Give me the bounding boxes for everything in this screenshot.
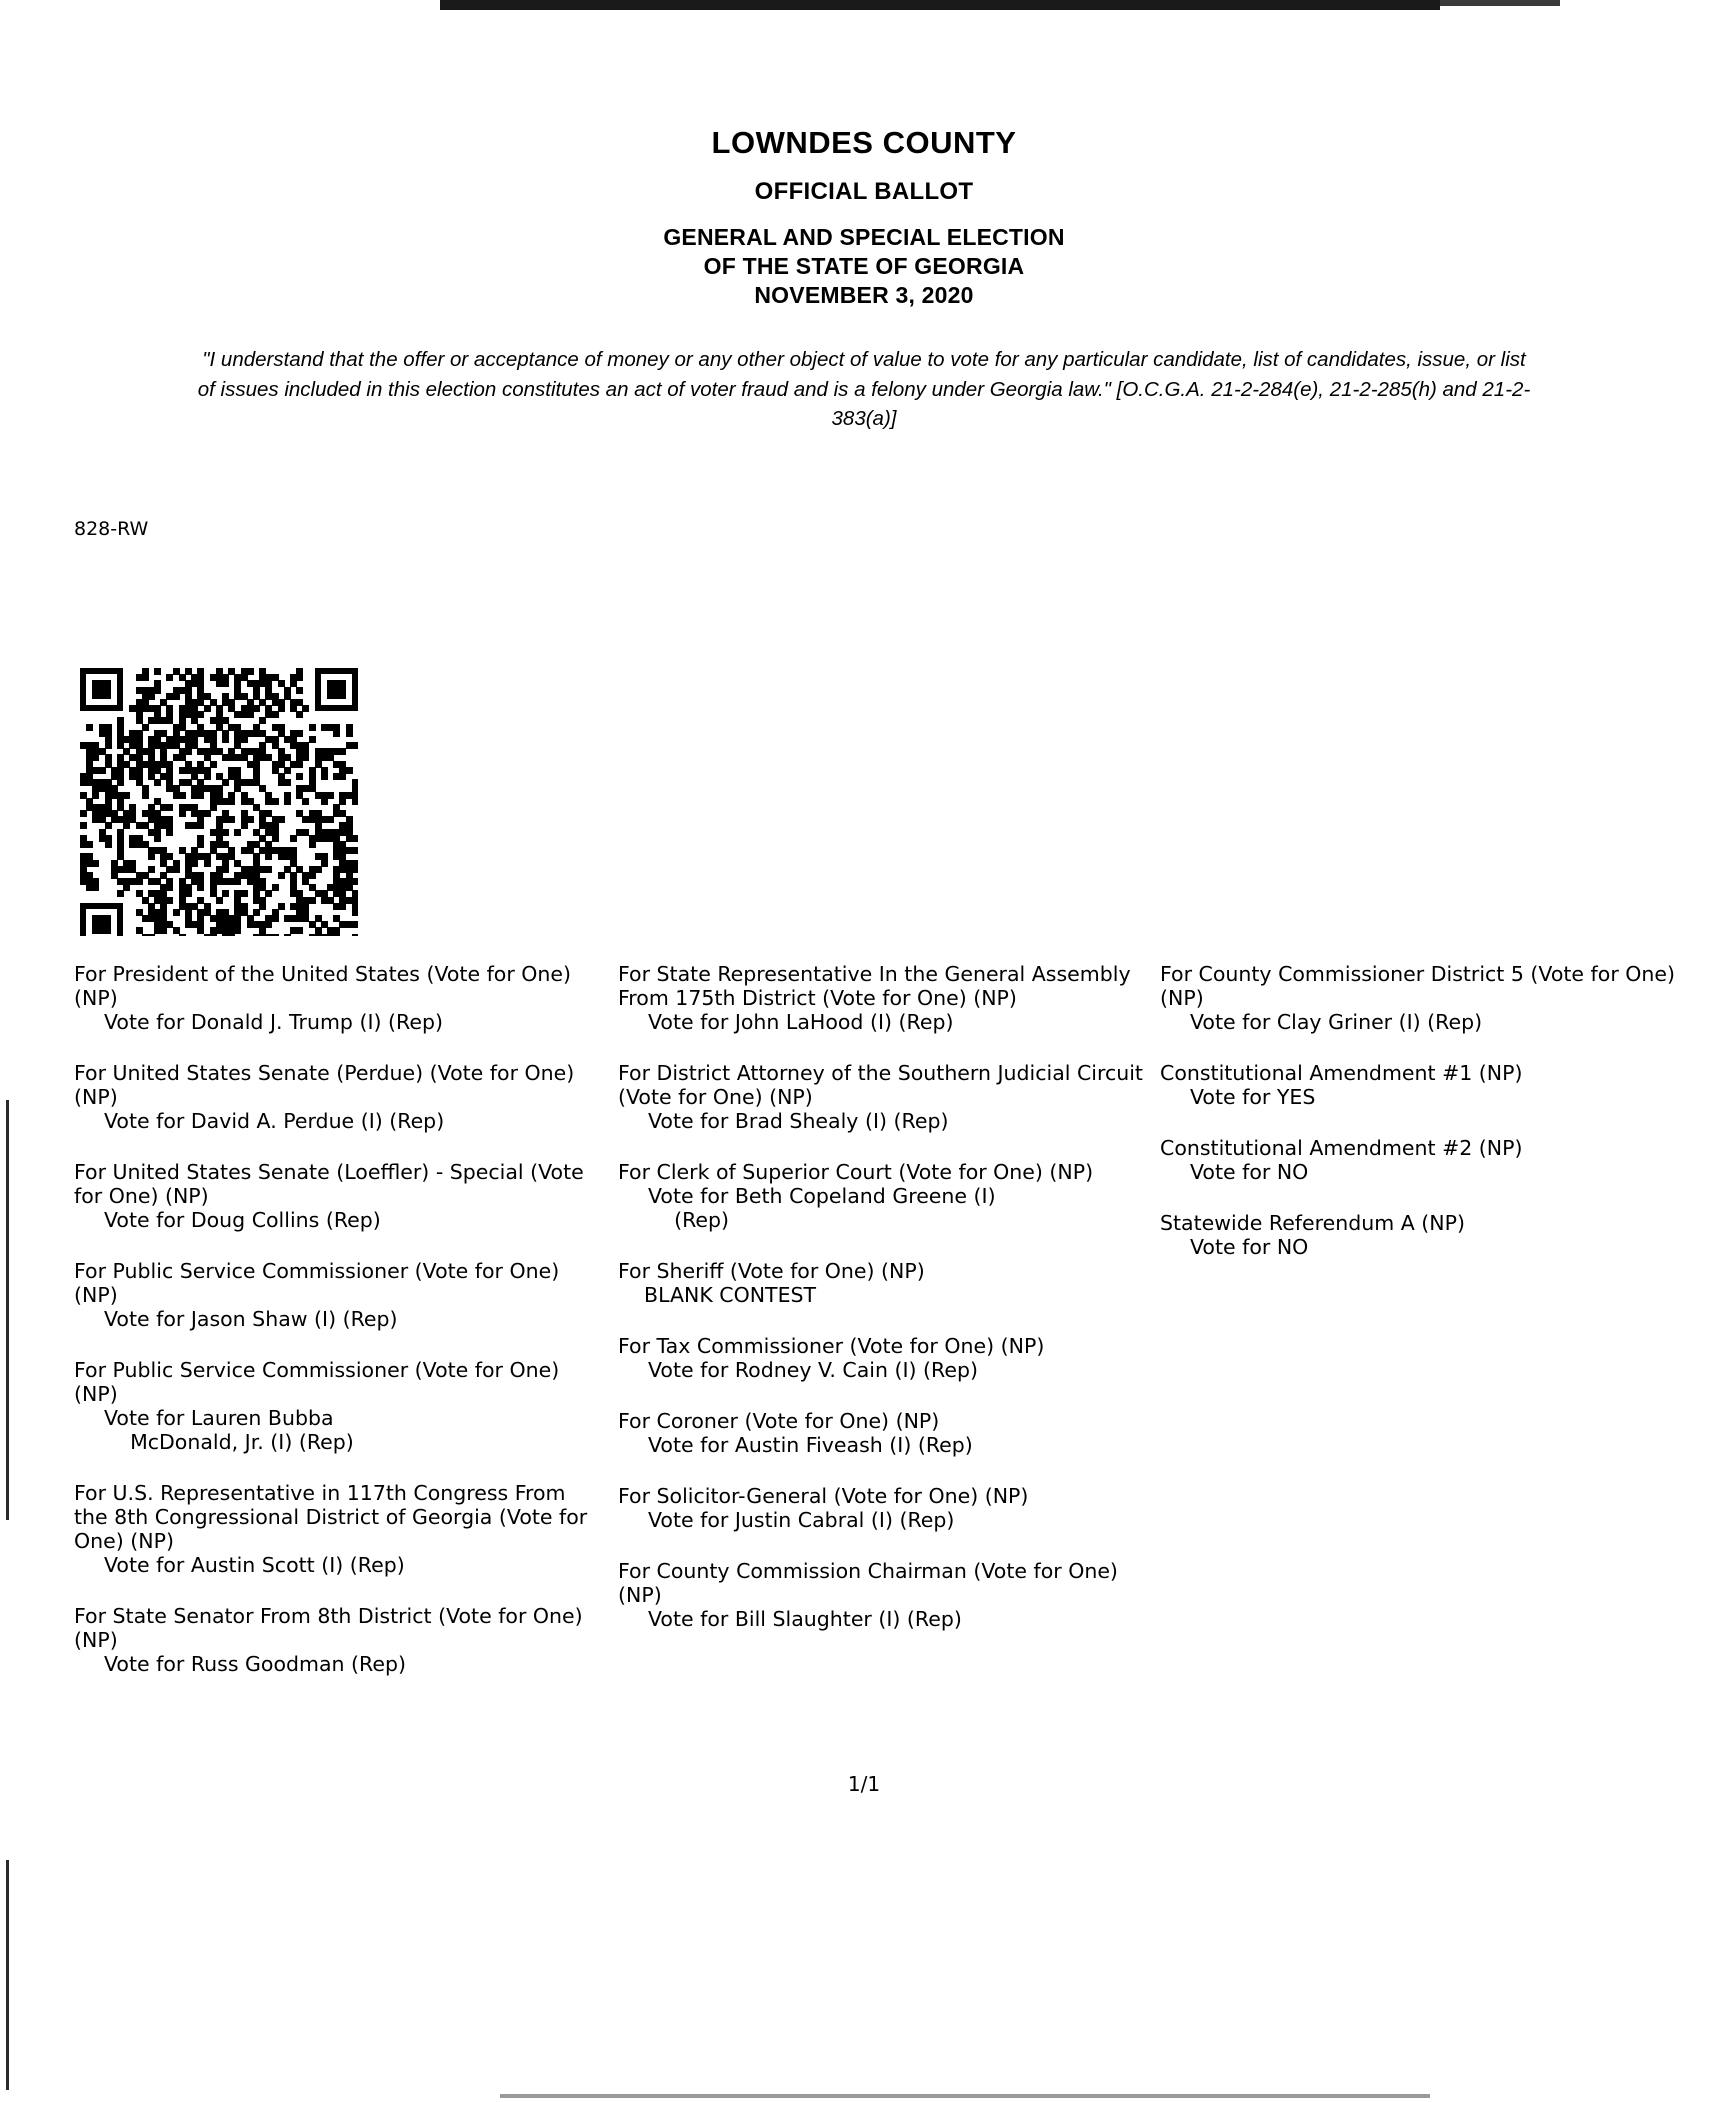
contest-choice: BLANK CONTEST — [644, 1282, 817, 1307]
contest — [74, 962, 604, 1034]
contest-choice: Vote for Justin Cabral (I) (Rep) — [648, 1507, 955, 1532]
contest-title: Statewide Referendum A (NP) — [1160, 1210, 1465, 1235]
contest-columns — [0, 962, 1728, 1702]
contest-choice: Vote for Brad Shealy (I) (Rep) — [648, 1108, 949, 1133]
contest — [618, 962, 1163, 1034]
contest — [74, 1259, 604, 1331]
contest-choice: Vote for Donald J. Trump (I) (Rep) — [104, 1009, 443, 1034]
ballot-style-id: 828-RW — [74, 518, 149, 540]
contest — [1160, 962, 1680, 1034]
contest-choice: Vote for Austin Scott (I) (Rep) — [104, 1552, 405, 1577]
contest — [74, 1160, 604, 1232]
qr-code-image — [80, 668, 358, 936]
contest-title: For Public Service Commissioner (Vote for One) (NP) — [74, 1258, 560, 1307]
contest-choice: (Rep) — [648, 1207, 730, 1232]
contest-title: For State Senator From 8th District (Vote for One) (NP) — [74, 1603, 583, 1652]
qr-code — [80, 668, 358, 936]
contest-choice: Vote for NO — [1190, 1159, 1309, 1184]
contest-column-2 — [618, 962, 1163, 1658]
contest — [74, 1604, 604, 1676]
contest-title: For Coroner (Vote for One) (NP) — [618, 1408, 940, 1433]
contest-choice: Vote for John LaHood (I) (Rep) — [648, 1009, 954, 1034]
contest-choice: Vote for Bill Slaughter (I) (Rep) — [648, 1606, 962, 1631]
election-title-line1: GENERAL AND SPECIAL ELECTION — [663, 224, 1065, 250]
contest-title: Constitutional Amendment #2 (NP) — [1160, 1135, 1523, 1160]
contest — [618, 1334, 1163, 1382]
contest-title: For Tax Commissioner (Vote for One) (NP) — [618, 1333, 1045, 1358]
election-date: NOVEMBER 3, 2020 — [754, 282, 974, 308]
contest-choice: Vote for Lauren Bubba — [104, 1405, 334, 1430]
contest — [618, 1061, 1163, 1133]
county-title: LOWNDES COUNTY — [711, 125, 1017, 160]
contest-title: For State Representative In the General Assembly From 175th District (Vote for One) (NP) — [618, 962, 1131, 1010]
contest-title: For U.S. Representative in 117th Congress From the 8th Congressional District of Georgia (Vote for One) (NP) — [74, 1480, 588, 1553]
contest-choice: Vote for Austin Fiveash (I) (Rep) — [648, 1432, 973, 1457]
contest-title: For District Attorney of the Southern Judicial Circuit (Vote for One) (NP) — [618, 1060, 1143, 1109]
contest — [1160, 1061, 1680, 1109]
election-title-line2: OF THE STATE OF GEORGIA — [703, 253, 1025, 279]
contest — [74, 1061, 604, 1133]
contest-column-3 — [1160, 962, 1680, 1286]
contest-title: For County Commissioner District 5 (Vote for One) (NP) — [1160, 962, 1676, 1010]
contest — [618, 1484, 1163, 1532]
contest-choice: Vote for Jason Shaw (I) (Rep) — [104, 1306, 398, 1331]
contest-title: For County Commission Chairman (Vote for One) (NP) — [618, 1558, 1118, 1607]
contest — [618, 1259, 1163, 1307]
contest-choice: Vote for Beth Copeland Greene (I) — [648, 1183, 996, 1208]
contest-choice: Vote for David A. Perdue (I) (Rep) — [104, 1108, 445, 1133]
contest — [618, 1409, 1163, 1457]
contest-choice: Vote for NO — [1190, 1234, 1309, 1259]
contest-title: For United States Senate (Loeffler) - Special (Vote for One) (NP) — [74, 1159, 584, 1208]
contest-title: For Solicitor-General (Vote for One) (NP) — [618, 1483, 1029, 1508]
contest — [618, 1559, 1163, 1631]
contest-choice: Vote for Clay Griner (I) (Rep) — [1190, 1009, 1483, 1034]
contest-column-1 — [74, 962, 604, 1703]
page-number: 1/1 — [847, 1772, 881, 1796]
contest-title: For Sheriff (Vote for One) (NP) — [618, 1258, 925, 1283]
contest-title: For United States Senate (Perdue) (Vote for One) (NP) — [74, 1060, 575, 1109]
contest-choice: McDonald, Jr. (I) (Rep) — [104, 1429, 354, 1454]
voter-oath-statement: "I understand that the offer or acceptance of money or any other object of value to vote for any particular candidate, list of candidates, issue, or list of issues included in this election constitutes an act of voter fraud and is a felony under Georgia law." [O.C.G.A. 21-2-284(e), 21-2-285(h) and 21-2-383(a)] — [197, 348, 1531, 431]
contest — [1160, 1211, 1680, 1259]
contest-title: For President of the United States (Vote for One) (NP) — [74, 962, 572, 1010]
contest — [74, 1481, 604, 1577]
contest-title: For Public Service Commissioner (Vote for One) (NP) — [74, 1357, 560, 1406]
contest-title: Constitutional Amendment #1 (NP) — [1160, 1060, 1523, 1085]
ballot-header — [0, 0, 1728, 309]
contest-title: For Clerk of Superior Court (Vote for One) (NP) — [618, 1159, 1094, 1184]
contest-choice: Vote for Rodney V. Cain (I) (Rep) — [648, 1357, 978, 1382]
contest-choice: Vote for YES — [1190, 1084, 1316, 1109]
contest — [1160, 1136, 1680, 1184]
contest-choice: Vote for Russ Goodman (Rep) — [104, 1651, 407, 1676]
official-ballot-title: OFFICIAL BALLOT — [754, 178, 974, 205]
contest — [74, 1358, 604, 1454]
contest — [618, 1160, 1163, 1232]
contest-choice: Vote for Doug Collins (Rep) — [104, 1207, 381, 1232]
